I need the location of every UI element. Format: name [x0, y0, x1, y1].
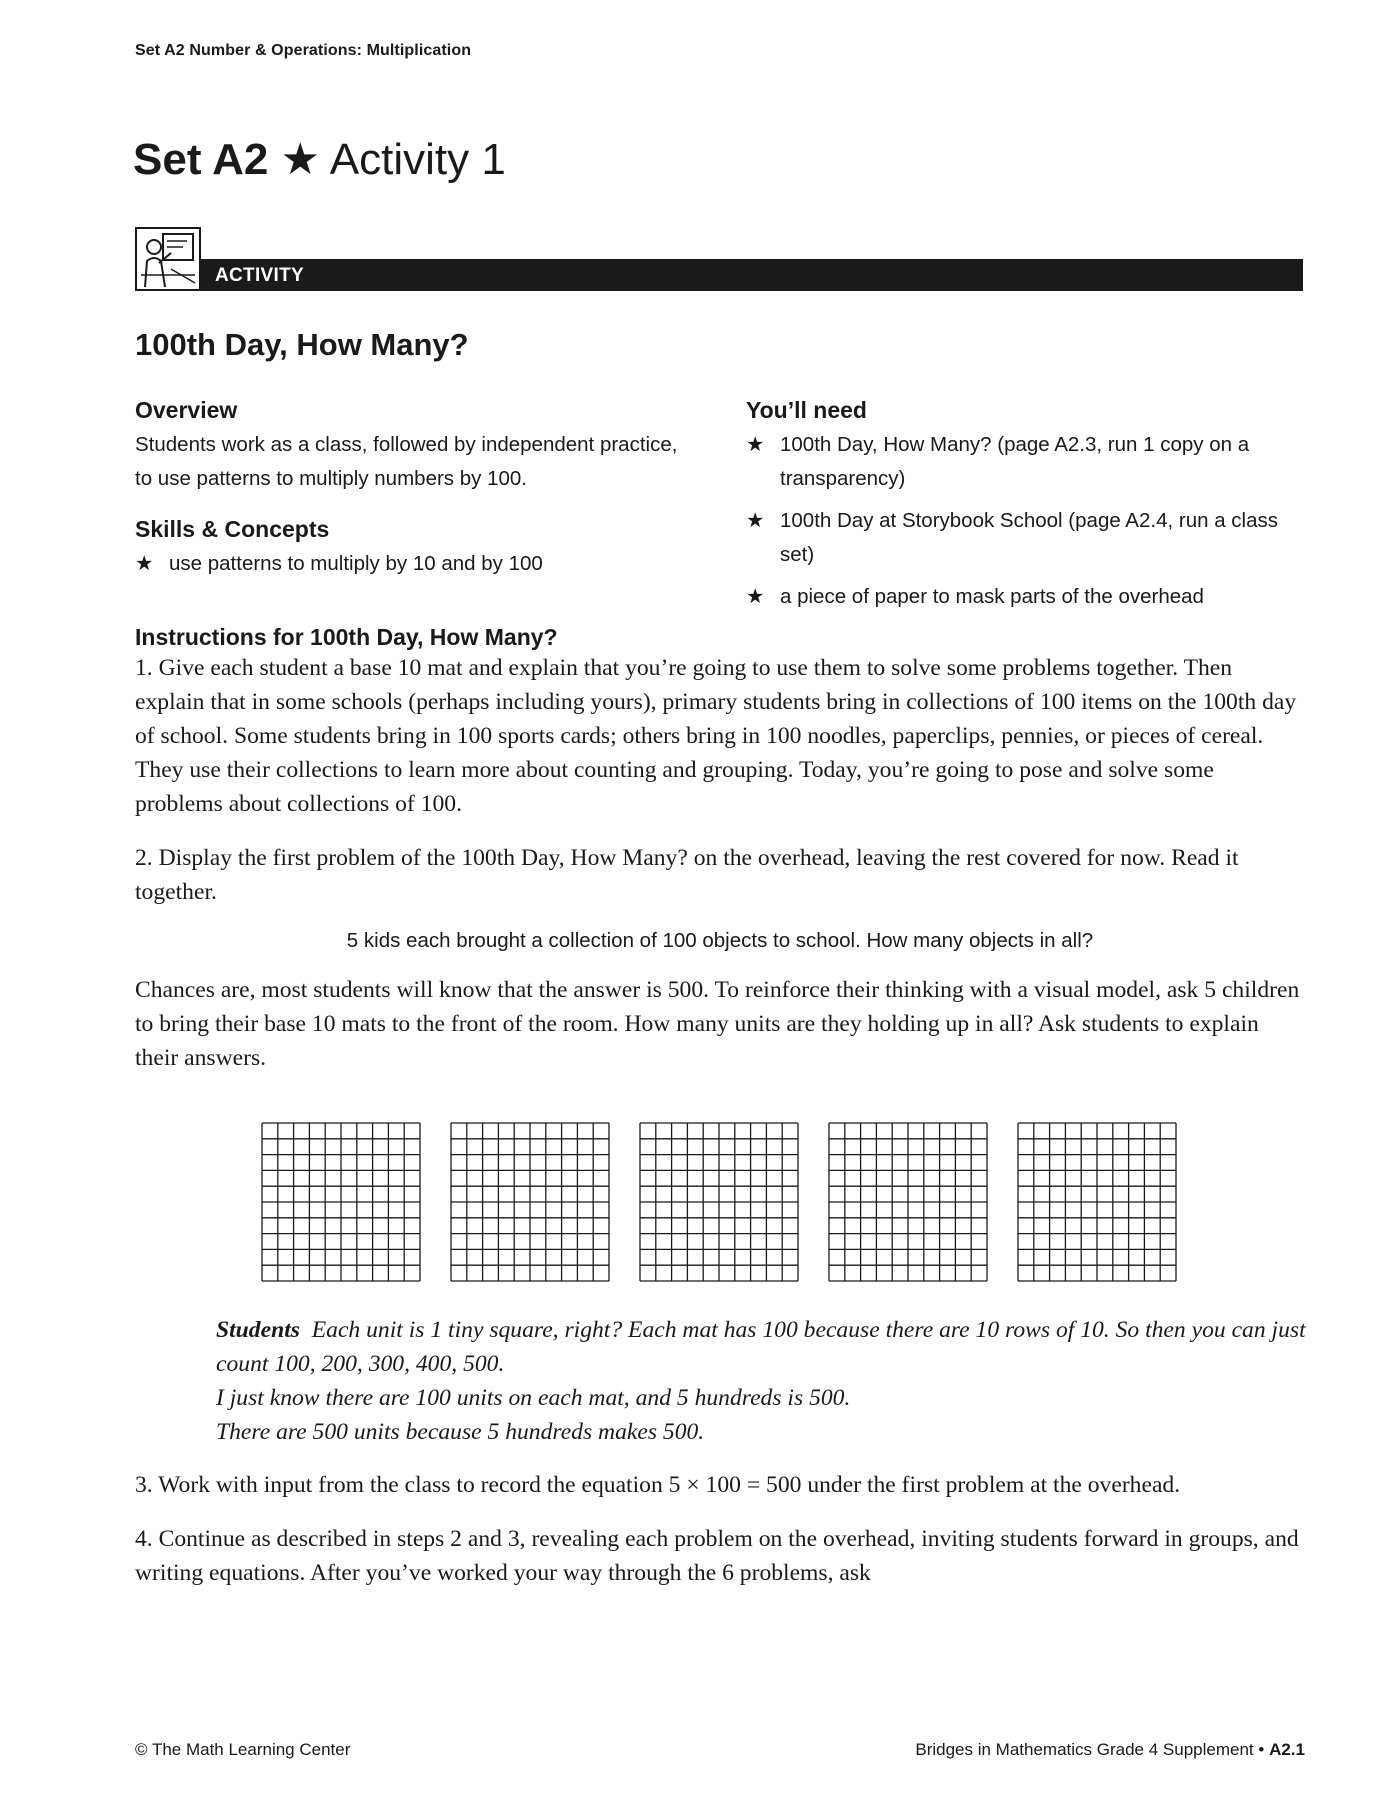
student-response-3: There are 500 units because 5 hundreds makes 500.: [216, 1419, 705, 1445]
overview-text: Students work as a class, followed by independent practice, to use patterns to multiply numbers by 100.: [135, 433, 678, 490]
list-item: [135, 547, 695, 581]
skills-heading: Skills & Concepts: [135, 516, 330, 542]
skills-list: [135, 547, 695, 581]
activity-banner: [135, 259, 1303, 291]
activity-banner-label: ACTIVITY: [215, 265, 304, 286]
activity-number: Activity 1: [329, 135, 506, 184]
activity-title: 100th Day, How Many?: [135, 327, 469, 362]
footer-book-title: Bridges in Mathematics Grade 4 Supplement: [915, 1740, 1254, 1759]
youll-need-column: [746, 397, 1306, 622]
need-item: 100th Day at Storybook School (page A2.4, run a class set): [780, 509, 1278, 566]
star-icon: ★: [746, 585, 765, 608]
student-responses: [216, 1313, 1306, 1449]
later-steps: [135, 1468, 1305, 1610]
running-head: Set A2 Number & Operations: Multiplication: [135, 42, 472, 59]
footer-bullet: •: [1258, 1740, 1265, 1759]
page-number: A2.1: [1269, 1740, 1305, 1759]
chances-paragraph: Chances are, most students will know that the answer is 500. To reinforce their thinking with a visual model, ask 5 children to bring their base 10 mats to the front of the room. How many units are they holding up in all? Ask students to explain their answers.: [135, 977, 1300, 1071]
overview-heading: Overview: [135, 397, 238, 423]
set-activity-title: [133, 134, 506, 185]
student-response-text: Each unit is 1 tiny square, right? Each mat has 100 because there are 10 rows of 10. So then you can just count 100, 200, 300, 400, 500.: [216, 1317, 1306, 1377]
student-response-1: [216, 1313, 1306, 1381]
teacher-at-board-icon: [135, 227, 201, 291]
students-label: Students: [216, 1317, 300, 1343]
need-item: 100th Day, How Many? (page A2.3, run 1 copy on a transparency): [780, 433, 1250, 490]
instructions-heading: Instructions for 100th Day, How Many?: [135, 624, 558, 650]
step-2: 2. Display the first problem of the 100th Day, How Many? on the overhead, leaving the rest covered for now. Read it together.: [135, 845, 1239, 905]
student-response-2: I just know there are 100 units on each mat, and 5 hundreds is 500.: [216, 1385, 851, 1411]
footer-copyright: © The Math Learning Center: [135, 1740, 351, 1759]
star-icon: ★: [135, 552, 154, 575]
step-4: 4. Continue as described in steps 2 and 3, revealing each problem on the overhead, inviting students forward in groups, and writing equations. After you’ve worked your way through the 6 problems, ask: [135, 1526, 1299, 1586]
base10-mat-3: [639, 1122, 799, 1282]
star-icon: ★: [280, 135, 320, 184]
skills-item: use patterns to multiply by 10 and by 100: [169, 552, 543, 575]
need-item: a piece of paper to mask parts of the overhead: [780, 585, 1204, 608]
base10-mat-2: [450, 1122, 610, 1282]
base10-mat-4: [828, 1122, 988, 1282]
footer-page-info: [915, 1740, 1305, 1760]
base10-mat-1: [261, 1122, 421, 1282]
step-3: 3. Work with input from the class to record the equation 5 × 100 = 500 under the first problem at the overhead.: [135, 1472, 1181, 1498]
step-1: 1. Give each student a base 10 mat and explain that you’re going to use them to solve some problems together. Then explain that in some schools (perhaps including yours), primary students bring in collections of 100 items on the 100th day of school. Some students bring in 100 sports cards; others bring in 100 noodles, paperclips, pennies, or pieces of cereal. They use their collections to learn more about counting and grouping. Today, you’re going to pose and solve some problems about collections of 100.: [135, 655, 1297, 817]
list-item: [746, 580, 1306, 614]
set-label: Set A2: [133, 135, 269, 184]
star-icon: ★: [746, 509, 765, 532]
problem-statement: 5 kids each brought a collection of 100 objects to school. How many objects in all?: [346, 929, 1094, 952]
overview-column: [135, 397, 695, 581]
youll-need-heading: You’ll need: [746, 397, 867, 423]
base10-mat-5: [1017, 1122, 1177, 1282]
list-item: [746, 504, 1306, 572]
star-icon: ★: [746, 433, 765, 456]
base10-mats: [261, 1122, 1211, 1284]
list-item: [746, 428, 1306, 496]
youll-need-list: [746, 428, 1306, 614]
instructions-section: [135, 624, 1305, 1095]
